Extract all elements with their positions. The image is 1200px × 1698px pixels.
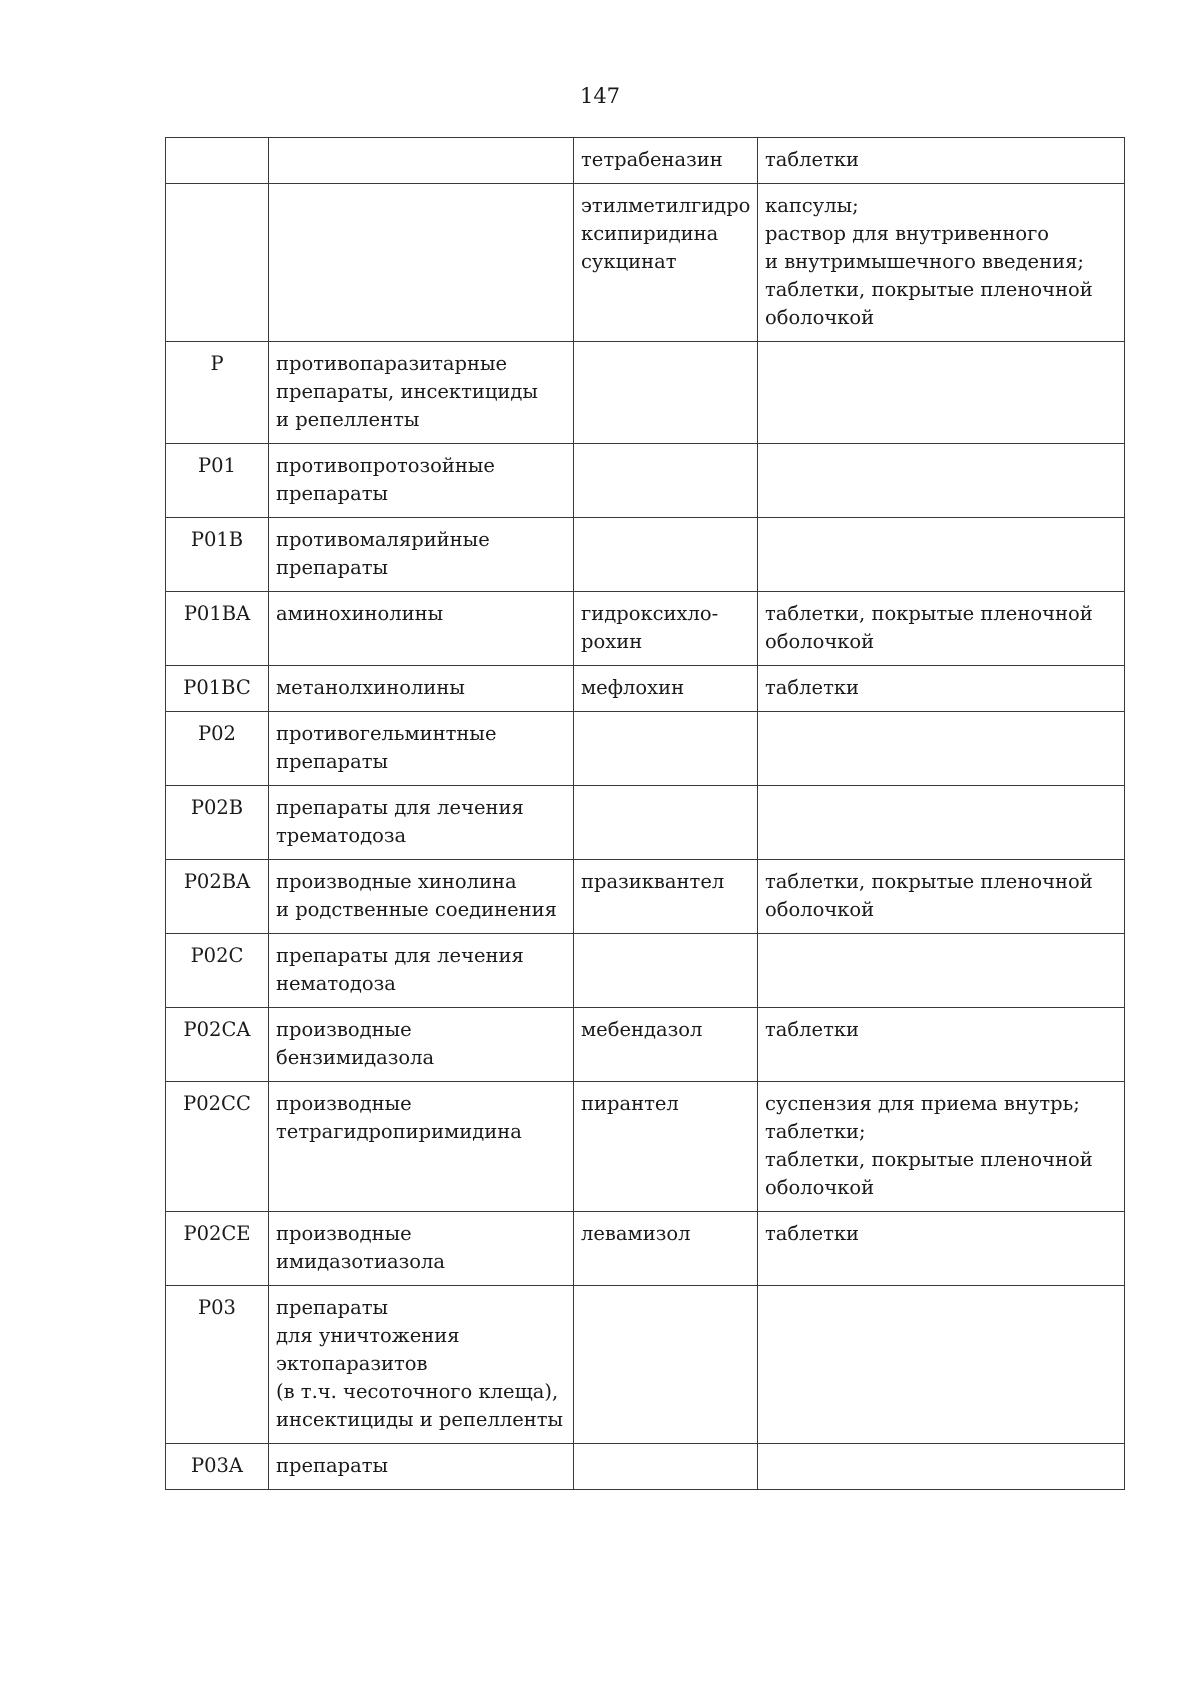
drug-name-cell bbox=[574, 934, 758, 1008]
dosage-form-cell: таблетки bbox=[758, 666, 1125, 712]
dosage-form-cell bbox=[758, 1286, 1125, 1444]
dosage-form-cell bbox=[758, 934, 1125, 1008]
group-name-cell: препараты для лечения трематодоза bbox=[269, 786, 574, 860]
atc-code-cell: P03 bbox=[166, 1286, 269, 1444]
dosage-form-cell: таблетки bbox=[758, 1008, 1125, 1082]
dosage-form-cell bbox=[758, 1444, 1125, 1490]
atc-code-cell: P02CA bbox=[166, 1008, 269, 1082]
group-name-cell bbox=[269, 138, 574, 184]
table-row bbox=[166, 184, 1125, 342]
table-row bbox=[166, 592, 1125, 666]
dosage-form-cell: таблетки bbox=[758, 138, 1125, 184]
group-name-cell: метанолхинолины bbox=[269, 666, 574, 712]
table-row bbox=[166, 666, 1125, 712]
atc-code-cell: P01 bbox=[166, 444, 269, 518]
group-name-cell bbox=[269, 184, 574, 342]
dosage-form-cell: таблетки, покрытые пленочной оболочкой bbox=[758, 592, 1125, 666]
drug-name-cell bbox=[574, 712, 758, 786]
table-row bbox=[166, 342, 1125, 444]
drug-name-cell bbox=[574, 444, 758, 518]
atc-code-cell: P02 bbox=[166, 712, 269, 786]
drug-name-cell bbox=[574, 786, 758, 860]
table-row bbox=[166, 444, 1125, 518]
atc-code-cell: P02BA bbox=[166, 860, 269, 934]
table-row bbox=[166, 1286, 1125, 1444]
atc-code-cell: P02CC bbox=[166, 1082, 269, 1212]
dosage-form-cell: капсулы; раствор для внутривенного и внутримышечного введения; таблетки, покрытые пленочной оболочкой bbox=[758, 184, 1125, 342]
dosage-form-cell: таблетки bbox=[758, 1212, 1125, 1286]
dosage-form-cell: суспензия для приема внутрь; таблетки; таблетки, покрытые пленочной оболочкой bbox=[758, 1082, 1125, 1212]
group-name-cell: производные хинолина и родственные соединения bbox=[269, 860, 574, 934]
drug-name-cell: мефлохин bbox=[574, 666, 758, 712]
group-name-cell: противопаразитарные препараты, инсектициды и репелленты bbox=[269, 342, 574, 444]
table-row bbox=[166, 934, 1125, 1008]
group-name-cell: аминохинолины bbox=[269, 592, 574, 666]
drug-name-cell bbox=[574, 1286, 758, 1444]
drug-classification-table bbox=[165, 137, 1125, 1490]
table-row bbox=[166, 786, 1125, 860]
dosage-form-cell bbox=[758, 712, 1125, 786]
drug-name-cell: этилметилгидро ксипиридина сукцинат bbox=[574, 184, 758, 342]
page-number: 147 bbox=[579, 84, 621, 108]
atc-code-cell bbox=[166, 138, 269, 184]
table-row bbox=[166, 1444, 1125, 1490]
atc-code-cell: P01B bbox=[166, 518, 269, 592]
drug-name-cell: мебендазол bbox=[574, 1008, 758, 1082]
table-row bbox=[166, 518, 1125, 592]
atc-code-cell: P01BC bbox=[166, 666, 269, 712]
dosage-form-cell bbox=[758, 518, 1125, 592]
drug-name-cell: левамизол bbox=[574, 1212, 758, 1286]
drug-name-cell bbox=[574, 342, 758, 444]
atc-code-cell: P01BA bbox=[166, 592, 269, 666]
atc-code-cell bbox=[166, 184, 269, 342]
drug-name-cell bbox=[574, 1444, 758, 1490]
dosage-form-cell bbox=[758, 342, 1125, 444]
atc-code-cell: P02B bbox=[166, 786, 269, 860]
group-name-cell: производные тетрагидропиримидина bbox=[269, 1082, 574, 1212]
dosage-form-cell: таблетки, покрытые пленочной оболочкой bbox=[758, 860, 1125, 934]
group-name-cell: производные имидазотиазола bbox=[269, 1212, 574, 1286]
drug-name-cell bbox=[574, 518, 758, 592]
group-name-cell: производные бензимидазола bbox=[269, 1008, 574, 1082]
group-name-cell: противомалярийные препараты bbox=[269, 518, 574, 592]
drug-name-cell: гидроксихло- рохин bbox=[574, 592, 758, 666]
drug-name-cell: празиквантел bbox=[574, 860, 758, 934]
table-row bbox=[166, 1008, 1125, 1082]
table-row bbox=[166, 860, 1125, 934]
group-name-cell: противогельминтные препараты bbox=[269, 712, 574, 786]
atc-code-cell: P03A bbox=[166, 1444, 269, 1490]
dosage-form-cell bbox=[758, 786, 1125, 860]
dosage-form-cell bbox=[758, 444, 1125, 518]
group-name-cell: противопротозойные препараты bbox=[269, 444, 574, 518]
atc-code-cell: P02C bbox=[166, 934, 269, 1008]
group-name-cell: препараты bbox=[269, 1444, 574, 1490]
drug-name-cell: тетрабеназин bbox=[574, 138, 758, 184]
group-name-cell: препараты для уничтожения эктопаразитов (в т.ч. чесоточного клеща), инсектициды и репелленты bbox=[269, 1286, 574, 1444]
group-name-cell: препараты для лечения нематодоза bbox=[269, 934, 574, 1008]
table-row bbox=[166, 1082, 1125, 1212]
table-row bbox=[166, 138, 1125, 184]
table-row bbox=[166, 1212, 1125, 1286]
atc-code-cell: P bbox=[166, 342, 269, 444]
drug-name-cell: пирантел bbox=[574, 1082, 758, 1212]
atc-code-cell: P02CE bbox=[166, 1212, 269, 1286]
table-row bbox=[166, 712, 1125, 786]
